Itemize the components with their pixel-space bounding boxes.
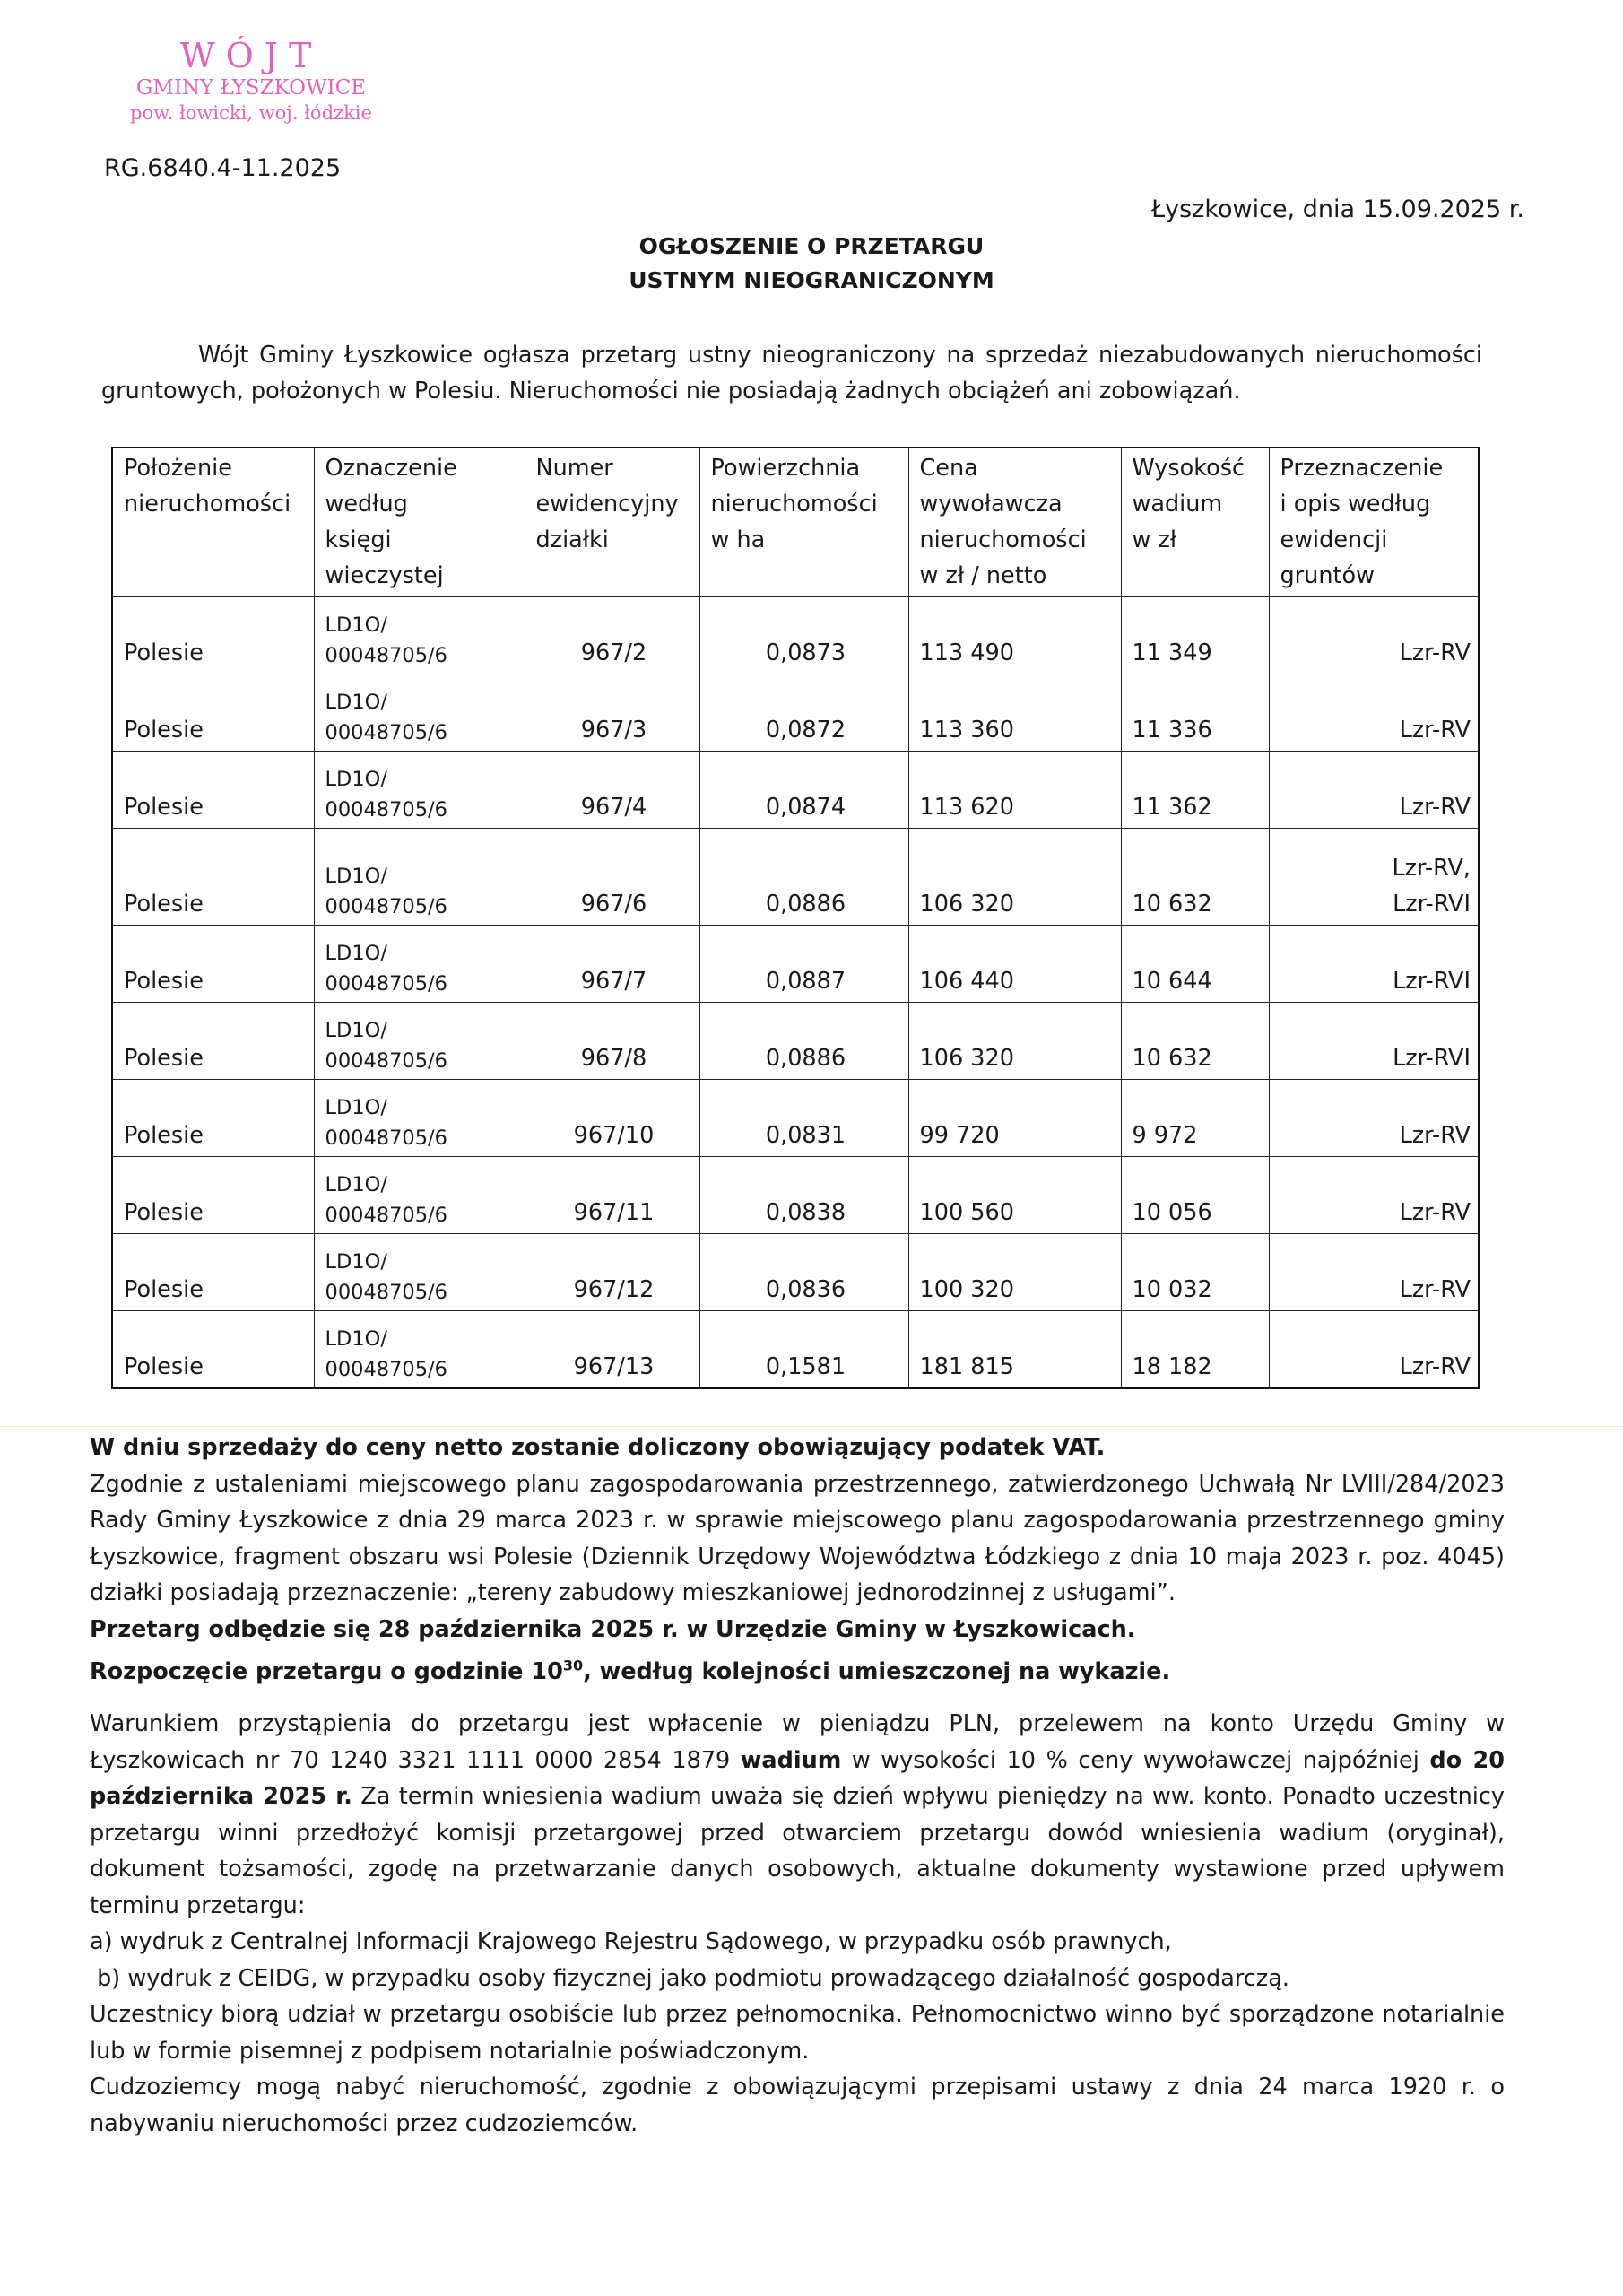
area-cell: 0,0831 (699, 1080, 908, 1157)
land-register-cell (314, 1080, 525, 1157)
land-use-line: Lzr-RV (1399, 1122, 1471, 1149)
location-cell: Polesie (112, 926, 314, 1003)
land-use-line: Lzr-RVI (1393, 1045, 1471, 1072)
column-header-line: w ha (710, 526, 766, 553)
column-header-line: i opis według (1280, 491, 1431, 517)
land-use-cell (1269, 1157, 1479, 1234)
land-register-line: 00048705/6 (325, 1204, 447, 1227)
table-row (112, 1080, 1479, 1157)
table-header (112, 448, 1479, 597)
land-use-cell (1269, 1234, 1479, 1311)
table-row (112, 1003, 1479, 1080)
document-list-item-b: b) wydruk z CEIDG, w przypadku osoby fizycznej jako podmiotu prowadzącego działalność gospodarczą. (90, 1964, 1289, 1992)
column-header-line: ewidencji (1280, 526, 1388, 553)
parcel-number-cell: 967/3 (525, 674, 699, 752)
column-header-line: księgi (325, 526, 392, 553)
land-register-line: LD1O/ (325, 942, 387, 965)
foreigners-paragraph: Cudzoziemcy mogą nabyć nieruchomość, zgodnie z obowiązującymi przepisami ustawy z dnia 24 marca 1920 r. o nabywaniu nieruchomości przez cudzoziemców. (90, 2074, 1505, 2137)
deposit-cell: 10 056 (1121, 1157, 1269, 1234)
column-header (908, 448, 1121, 597)
reference-number: RG.6840.4-11.2025 (104, 154, 342, 182)
deposit-cell: 10 644 (1121, 926, 1269, 1003)
column-header-line: nieruchomości (124, 491, 291, 517)
price-cell: 106 440 (908, 926, 1121, 1003)
vat-notice: W dniu sprzedaży do ceny netto zostanie doliczony obowiązujący podatek VAT. (90, 1434, 1106, 1461)
land-register-line: 00048705/6 (325, 798, 447, 822)
land-register-line: 00048705/6 (325, 1281, 447, 1304)
column-header-line: wadium (1132, 491, 1223, 517)
column-header-line: w zł (1132, 526, 1177, 553)
table-header-row (112, 448, 1479, 597)
table-row (112, 752, 1479, 829)
table-row (112, 1311, 1479, 1388)
land-use-cell (1269, 597, 1479, 674)
area-cell: 0,0886 (699, 1003, 908, 1080)
parcel-number-cell: 967/7 (525, 926, 699, 1003)
land-register-cell (314, 752, 525, 829)
price-cell: 113 620 (908, 752, 1121, 829)
stamp-line-3: pow. łowicki, woj. łódzkie (130, 102, 372, 124)
table-row (112, 926, 1479, 1003)
land-register-line: LD1O/ (325, 1250, 387, 1274)
table-row (112, 829, 1479, 926)
land-register-cell (314, 926, 525, 1003)
area-cell: 0,0886 (699, 829, 908, 926)
land-register-line: 00048705/6 (325, 721, 447, 744)
land-use-line: Lzr-RV (1399, 794, 1471, 821)
price-cell: 100 560 (908, 1157, 1121, 1234)
land-use-line: Lzr-RVI (1393, 968, 1471, 995)
column-header-line: ewidencyjny (535, 491, 679, 517)
land-use-line: Lzr-RV, (1392, 855, 1471, 882)
land-use-cell (1269, 926, 1479, 1003)
parcel-number-cell: 967/6 (525, 829, 699, 926)
area-cell: 0,0872 (699, 674, 908, 752)
land-register-line: 00048705/6 (325, 895, 447, 918)
title-line-1: OGŁOSZENIE O PRZETARGU (638, 233, 985, 259)
stamp-line-1: WÓJT (179, 36, 323, 75)
price-cell: 99 720 (908, 1080, 1121, 1157)
plots-table (111, 447, 1480, 1389)
land-register-cell (314, 1157, 525, 1234)
intro-paragraph: Wójt Gminy Łyszkowice ogłasza przetarg ustny nieograniczony na sprzedaż niezabudowanych nieruchomości gruntowych, położonych w Polesiu. Nieruchomości nie posiadają żadnych obciążeń ani zobowiązań. (101, 342, 1482, 404)
land-register-line: 00048705/6 (325, 1357, 447, 1381)
deposit-cell: 10 632 (1121, 1003, 1269, 1080)
deposit-cell: 10 632 (1121, 829, 1269, 926)
deposit-cell: 9 972 (1121, 1080, 1269, 1157)
parcel-number-cell: 967/8 (525, 1003, 699, 1080)
price-cell: 106 320 (908, 1003, 1121, 1080)
location-cell: Polesie (112, 1080, 314, 1157)
location-cell: Polesie (112, 1157, 314, 1234)
land-register-line: LD1O/ (325, 1096, 387, 1119)
deposit-cell: 18 182 (1121, 1311, 1269, 1388)
land-register-cell (314, 1003, 525, 1080)
column-header-line: gruntów (1280, 562, 1375, 589)
land-register-line: LD1O/ (325, 768, 387, 791)
location-cell: Polesie (112, 1234, 314, 1311)
land-register-line: 00048705/6 (325, 1049, 447, 1073)
parcel-number-cell: 967/13 (525, 1311, 699, 1388)
price-cell: 100 320 (908, 1234, 1121, 1311)
office-stamp (90, 36, 412, 126)
parcel-number-cell: 967/11 (525, 1157, 699, 1234)
start-time: Rozpoczęcie przetargu o godzinie $10^{30}$, według kolejności umieszczonej na wykazie. (90, 1657, 1171, 1685)
land-register-line: LD1O/ (325, 691, 387, 714)
deposit-cell: 11 336 (1121, 674, 1269, 752)
table-row (112, 1157, 1479, 1234)
column-header-line: Numer (535, 455, 613, 482)
land-use-cell (1269, 829, 1479, 926)
price-cell: 113 360 (908, 674, 1121, 752)
parcel-number-cell: 967/10 (525, 1080, 699, 1157)
column-header (314, 448, 525, 597)
column-header-line: wieczystej (325, 562, 444, 589)
column-header-line: Oznaczenie (325, 455, 457, 482)
document-title (0, 230, 1623, 298)
column-header (1269, 448, 1479, 597)
land-register-line: LD1O/ (325, 1173, 387, 1196)
area-cell: 0,0887 (699, 926, 908, 1003)
land-use-cell (1269, 1003, 1479, 1080)
column-header-line: wywoławcza (919, 491, 1063, 517)
land-register-line: 00048705/6 (325, 1126, 447, 1150)
column-header (1121, 448, 1269, 597)
column-header-line: nieruchomości (710, 491, 878, 517)
plan-paragraph: Zgodnie z ustaleniami miejscowego planu zagospodarowania przestrzennego, zatwierdzonego Uchwałą Nr LVIII/284/2023 Rady Gminy Łyszkowice z dnia 29 marca 2023 r. w sprawie miejscowego planu zagospodarowania przestrzennego gminy Łyszkowice, fragment obszaru wsi Polesie (Dziennik Urzędowy Województwa Łódzkiego z dnia 10 maja 2023 r. poz. 4045) działki posiadają przeznaczenie: „tereny zabudowy mieszkaniowej jednorodzinnej z usługami”. (90, 1470, 1505, 1606)
table-row (112, 1234, 1479, 1311)
land-register-line: 00048705/6 (325, 972, 447, 996)
area-cell: 0,0874 (699, 752, 908, 829)
land-register-cell (314, 1234, 525, 1311)
land-register-line: LD1O/ (325, 1019, 387, 1042)
column-header-line: Przeznaczenie (1280, 455, 1444, 482)
land-use-line: Lzr-RV (1399, 1199, 1471, 1226)
column-header-line: w zł / netto (919, 562, 1047, 589)
location-cell: Polesie (112, 597, 314, 674)
land-register-line: LD1O/ (325, 1326, 387, 1351)
land-use-cell (1269, 752, 1479, 829)
land-register-line: LD1O/ (325, 613, 387, 637)
deposit-cell: 10 032 (1121, 1234, 1269, 1311)
column-header-line: Wysokość (1132, 455, 1245, 482)
area-cell: 0,0836 (699, 1234, 908, 1311)
area-cell: 0,0838 (699, 1157, 908, 1234)
deposit-cell: 11 349 (1121, 597, 1269, 674)
land-register-line: LD1O/ (325, 865, 387, 888)
column-header (112, 448, 314, 597)
divider (0, 1426, 1623, 1427)
location-cell: Polesie (112, 829, 314, 926)
deposit-cell: 11 362 (1121, 752, 1269, 829)
price-cell: 181 815 (908, 1311, 1121, 1388)
announcement-body (90, 1430, 1505, 2142)
column-header-line: nieruchomości (919, 526, 1087, 553)
land-register-cell (314, 1311, 525, 1388)
price-cell: 113 490 (908, 597, 1121, 674)
location-cell: Polesie (112, 752, 314, 829)
land-register-cell (314, 597, 525, 674)
land-register-cell (314, 829, 525, 926)
land-use-line: Lzr-RV (1399, 717, 1471, 744)
parcel-number-cell: 967/12 (525, 1234, 699, 1311)
column-header-line: Położenie (124, 455, 232, 482)
land-use-cell (1269, 674, 1479, 752)
location-cell: Polesie (112, 1003, 314, 1080)
location-cell: Polesie (112, 1311, 314, 1388)
land-register-cell (314, 674, 525, 752)
document-list-item-a: a) wydruk z Centralnej Informacji Krajowego Rejestru Sądowego, w przypadku osób prawnych, (90, 1928, 1172, 1955)
deposit-paragraph: Warunkiem przystąpienia do przetargu jest wpłacenie w pieniądzu PLN, przelewem na konto Urzędu Gminy w Łyszkowicach nr 70 1240 3321 1111 0000 2854 1879 wadium w wysokości 10 % ceny wywoławczej najpóźniej do 20 października 2025 r. Za termin wniesienia wadium uważa się dzień wpływu pieniędzy na ww. konto. Ponadto uczestnicy przetargu winni przedłożyć komisji przetargowej przed otwarciem przetargu dowód wniesienia wadium (oryginał), dokument tożsamości, zgodę na przetwarzanie danych osobowych, aktualne dokumenty wystawione przed upływem terminu przetargu: (90, 1710, 1505, 1919)
land-use-line: Lzr-RVI (1393, 891, 1471, 918)
price-cell: 106 320 (908, 829, 1121, 926)
land-use-line: Lzr-RV (1399, 1352, 1471, 1380)
column-header (699, 448, 908, 597)
auction-date: Przetarg odbędzie się 28 października 2025 r. w Urzędzie Gminy w Łyszkowicach. (90, 1615, 1136, 1643)
proxy-paragraph: Uczestnicy biorą udział w przetargu osobiście lub przez pełnomocnika. Pełnomocnictwo winno być sporządzone notarialnie lub w formie pisemnej z podpisem notarialnie poświadczonym. (90, 2001, 1505, 2065)
land-use-line: Lzr-RV (1399, 639, 1471, 666)
area-cell: 0,0873 (699, 597, 908, 674)
location-cell: Polesie (112, 674, 314, 752)
land-use-cell (1269, 1080, 1479, 1157)
table-row (112, 597, 1479, 674)
parcel-number-cell: 967/2 (525, 597, 699, 674)
column-header-line: działki (535, 526, 609, 553)
table-body (112, 597, 1479, 1388)
column-header-line: Cena (919, 455, 978, 482)
column-header-line: według (325, 491, 408, 517)
land-use-cell (1269, 1311, 1479, 1388)
area-cell: 0,1581 (699, 1311, 908, 1388)
place-date: Łyszkowice, dnia 15.09.2025 r. (1150, 196, 1524, 223)
title-line-2: USTNYM NIEOGRANICZONYM (629, 267, 994, 293)
column-header-line: Powierzchnia (710, 455, 861, 482)
table-row (112, 674, 1479, 752)
parcel-number-cell: 967/4 (525, 752, 699, 829)
land-register-line: 00048705/6 (325, 644, 447, 667)
land-use-line: Lzr-RV (1399, 1276, 1471, 1303)
stamp-line-2: GMINY ŁYSZKOWICE (135, 76, 367, 100)
column-header (525, 448, 699, 597)
